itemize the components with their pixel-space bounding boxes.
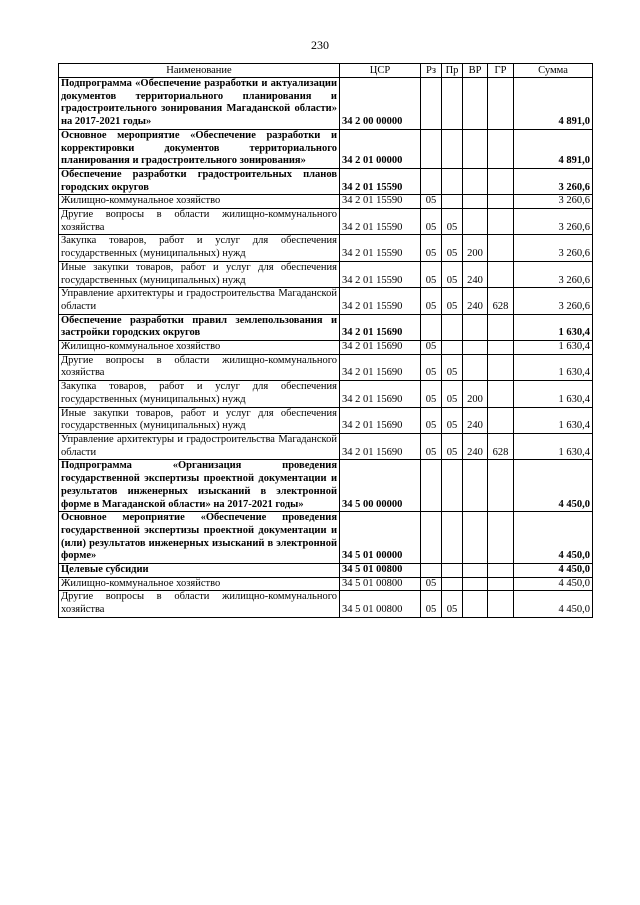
cell-csr: 34 2 01 15690 — [340, 381, 421, 407]
cell-rz: 05 — [421, 407, 442, 433]
cell-rz — [421, 78, 442, 130]
cell-gr: 628 — [488, 433, 514, 459]
cell-vr: 240 — [463, 407, 488, 433]
cell-vr — [463, 168, 488, 194]
table-row — [59, 341, 593, 355]
table-row — [59, 512, 593, 564]
cell-pr — [442, 512, 463, 564]
cell-gr — [488, 314, 514, 340]
cell-pr — [442, 78, 463, 130]
cell-sum: 3 260,6 — [514, 195, 593, 209]
cell-rz — [421, 564, 442, 578]
cell-gr — [488, 564, 514, 578]
cell-name: Подпрограмма «Организация проведения государственной экспертизы проектной документации и результатов инженерных изысканий в электронной форме в Магаданской области» на 2017-2021 годы» — [59, 460, 340, 512]
cell-rz: 05 — [421, 209, 442, 235]
table-row — [59, 78, 593, 130]
cell-gr — [488, 407, 514, 433]
page-number: 230 — [311, 38, 329, 52]
cell-gr — [488, 460, 514, 512]
header-pr: Пр — [442, 64, 463, 78]
cell-csr: 34 2 01 15590 — [340, 261, 421, 287]
cell-gr — [488, 261, 514, 287]
cell-vr — [463, 78, 488, 130]
cell-vr — [463, 591, 488, 617]
cell-gr — [488, 235, 514, 261]
cell-rz — [421, 460, 442, 512]
cell-csr: 34 2 01 15690 — [340, 433, 421, 459]
cell-csr: 34 5 01 00800 — [340, 564, 421, 578]
cell-vr: 240 — [463, 288, 488, 314]
cell-pr: 05 — [442, 261, 463, 287]
cell-sum: 3 260,6 — [514, 168, 593, 194]
cell-rz: 05 — [421, 433, 442, 459]
cell-name: Другие вопросы в области жилищно-коммунального хозяйства — [59, 354, 340, 380]
cell-rz: 05 — [421, 381, 442, 407]
cell-gr — [488, 341, 514, 355]
cell-name: Жилищно-коммунальное хозяйство — [59, 195, 340, 209]
table-row — [59, 288, 593, 314]
header-row — [59, 64, 593, 78]
cell-csr: 34 2 01 15590 — [340, 209, 421, 235]
cell-pr — [442, 460, 463, 512]
cell-rz: 05 — [421, 354, 442, 380]
cell-pr: 05 — [442, 288, 463, 314]
cell-pr — [442, 564, 463, 578]
cell-pr: 05 — [442, 591, 463, 617]
table-row — [59, 433, 593, 459]
cell-csr: 34 2 01 15690 — [340, 407, 421, 433]
cell-pr: 05 — [442, 209, 463, 235]
cell-vr: 240 — [463, 261, 488, 287]
cell-pr: 05 — [442, 354, 463, 380]
table-row — [59, 209, 593, 235]
cell-rz: 05 — [421, 195, 442, 209]
cell-csr: 34 2 01 15590 — [340, 288, 421, 314]
cell-sum: 1 630,4 — [514, 381, 593, 407]
cell-rz: 05 — [421, 341, 442, 355]
cell-csr: 34 2 01 15590 — [340, 168, 421, 194]
cell-rz: 05 — [421, 235, 442, 261]
cell-rz — [421, 168, 442, 194]
cell-sum: 3 260,6 — [514, 209, 593, 235]
table-row — [59, 564, 593, 578]
cell-name: Целевые субсидии — [59, 564, 340, 578]
cell-name: Управление архитектуры и градостроительства Магаданской области — [59, 433, 340, 459]
table-row — [59, 354, 593, 380]
cell-vr — [463, 354, 488, 380]
cell-gr — [488, 354, 514, 380]
header-gr: ГР — [488, 64, 514, 78]
cell-sum: 4 891,0 — [514, 129, 593, 168]
table-row — [59, 460, 593, 512]
table-row — [59, 314, 593, 340]
cell-gr — [488, 591, 514, 617]
cell-pr: 05 — [442, 381, 463, 407]
cell-gr — [488, 195, 514, 209]
cell-sum: 3 260,6 — [514, 261, 593, 287]
cell-name: Жилищно-коммунальное хозяйство — [59, 577, 340, 591]
cell-sum: 1 630,4 — [514, 314, 593, 340]
cell-csr: 34 5 01 00800 — [340, 577, 421, 591]
cell-rz — [421, 314, 442, 340]
cell-gr — [488, 577, 514, 591]
cell-pr — [442, 129, 463, 168]
cell-csr: 34 2 01 00000 — [340, 129, 421, 168]
cell-gr — [488, 168, 514, 194]
cell-name: Обеспечение разработки градостроительных планов городских округов — [59, 168, 340, 194]
cell-name: Закупка товаров, работ и услуг для обеспечения государственных (муниципальных) нужд — [59, 381, 340, 407]
cell-gr — [488, 78, 514, 130]
table-row — [59, 261, 593, 287]
budget-table — [58, 63, 593, 618]
cell-csr: 34 2 01 15590 — [340, 195, 421, 209]
cell-pr — [442, 168, 463, 194]
cell-csr: 34 2 00 00000 — [340, 78, 421, 130]
table-row — [59, 407, 593, 433]
cell-sum: 4 450,0 — [514, 577, 593, 591]
cell-vr — [463, 512, 488, 564]
cell-name: Подпрограмма «Обеспечение разработки и актуализации документов территориального планирования и градостроительного зонирования Магаданской области» на 2017-2021 годы» — [59, 78, 340, 130]
cell-vr — [463, 129, 488, 168]
cell-vr — [463, 314, 488, 340]
cell-gr: 628 — [488, 288, 514, 314]
cell-name: Закупка товаров, работ и услуг для обеспечения государственных (муниципальных) нужд — [59, 235, 340, 261]
cell-sum: 3 260,6 — [514, 288, 593, 314]
cell-csr: 34 2 01 15690 — [340, 314, 421, 340]
cell-sum: 1 630,4 — [514, 354, 593, 380]
cell-sum: 3 260,6 — [514, 235, 593, 261]
cell-vr — [463, 195, 488, 209]
cell-name: Управление архитектуры и градостроительства Магаданской области — [59, 288, 340, 314]
cell-sum: 1 630,4 — [514, 341, 593, 355]
cell-gr — [488, 381, 514, 407]
cell-pr — [442, 314, 463, 340]
cell-rz — [421, 512, 442, 564]
cell-rz: 05 — [421, 261, 442, 287]
cell-vr — [463, 341, 488, 355]
table-row — [59, 235, 593, 261]
cell-vr — [463, 209, 488, 235]
cell-vr: 200 — [463, 381, 488, 407]
cell-csr: 34 2 01 15690 — [340, 354, 421, 380]
cell-gr — [488, 129, 514, 168]
cell-sum: 4 891,0 — [514, 78, 593, 130]
header-rz: Рз — [421, 64, 442, 78]
table-row — [59, 381, 593, 407]
cell-csr: 34 2 01 15690 — [340, 341, 421, 355]
cell-rz: 05 — [421, 288, 442, 314]
cell-rz: 05 — [421, 591, 442, 617]
cell-sum: 1 630,4 — [514, 407, 593, 433]
table-row — [59, 195, 593, 209]
table-row — [59, 168, 593, 194]
cell-pr: 05 — [442, 407, 463, 433]
cell-name: Основное мероприятие «Обеспечение проведения государственной экспертизы проектной документации и (или) результатов инженерных изысканий в электронной форме» — [59, 512, 340, 564]
cell-name: Обеспечение разработки правил землепользования и застройки городских округов — [59, 314, 340, 340]
header-vr: ВР — [463, 64, 488, 78]
cell-csr: 34 2 01 15590 — [340, 235, 421, 261]
cell-name: Другие вопросы в области жилищно-коммунального хозяйства — [59, 591, 340, 617]
cell-vr — [463, 460, 488, 512]
cell-vr — [463, 564, 488, 578]
cell-pr — [442, 577, 463, 591]
cell-gr — [488, 512, 514, 564]
cell-name: Основное мероприятие «Обеспечение разработки и корректировки документов территориального планирования и градостроительного зонирования» — [59, 129, 340, 168]
cell-rz: 05 — [421, 577, 442, 591]
cell-sum: 4 450,0 — [514, 512, 593, 564]
cell-csr: 34 5 00 00000 — [340, 460, 421, 512]
table-row — [59, 129, 593, 168]
cell-vr — [463, 577, 488, 591]
cell-sum: 4 450,0 — [514, 460, 593, 512]
table-body — [59, 78, 593, 618]
header-csr: ЦСР — [340, 64, 421, 78]
header-sum: Сумма — [514, 64, 593, 78]
cell-sum: 4 450,0 — [514, 591, 593, 617]
cell-csr: 34 5 01 00000 — [340, 512, 421, 564]
cell-vr: 200 — [463, 235, 488, 261]
table-row — [59, 591, 593, 617]
cell-pr: 05 — [442, 235, 463, 261]
cell-name: Другие вопросы в области жилищно-коммунального хозяйства — [59, 209, 340, 235]
cell-rz — [421, 129, 442, 168]
cell-csr: 34 5 01 00800 — [340, 591, 421, 617]
cell-vr: 240 — [463, 433, 488, 459]
cell-sum: 1 630,4 — [514, 433, 593, 459]
header-name: Наименование — [59, 64, 340, 78]
cell-name: Иные закупки товаров, работ и услуг для обеспечения государственных (муниципальных) нужд — [59, 261, 340, 287]
cell-pr: 05 — [442, 433, 463, 459]
table-row — [59, 577, 593, 591]
cell-name: Иные закупки товаров, работ и услуг для обеспечения государственных (муниципальных) нужд — [59, 407, 340, 433]
cell-pr — [442, 341, 463, 355]
cell-pr — [442, 195, 463, 209]
cell-name: Жилищно-коммунальное хозяйство — [59, 341, 340, 355]
cell-gr — [488, 209, 514, 235]
cell-sum: 4 450,0 — [514, 564, 593, 578]
